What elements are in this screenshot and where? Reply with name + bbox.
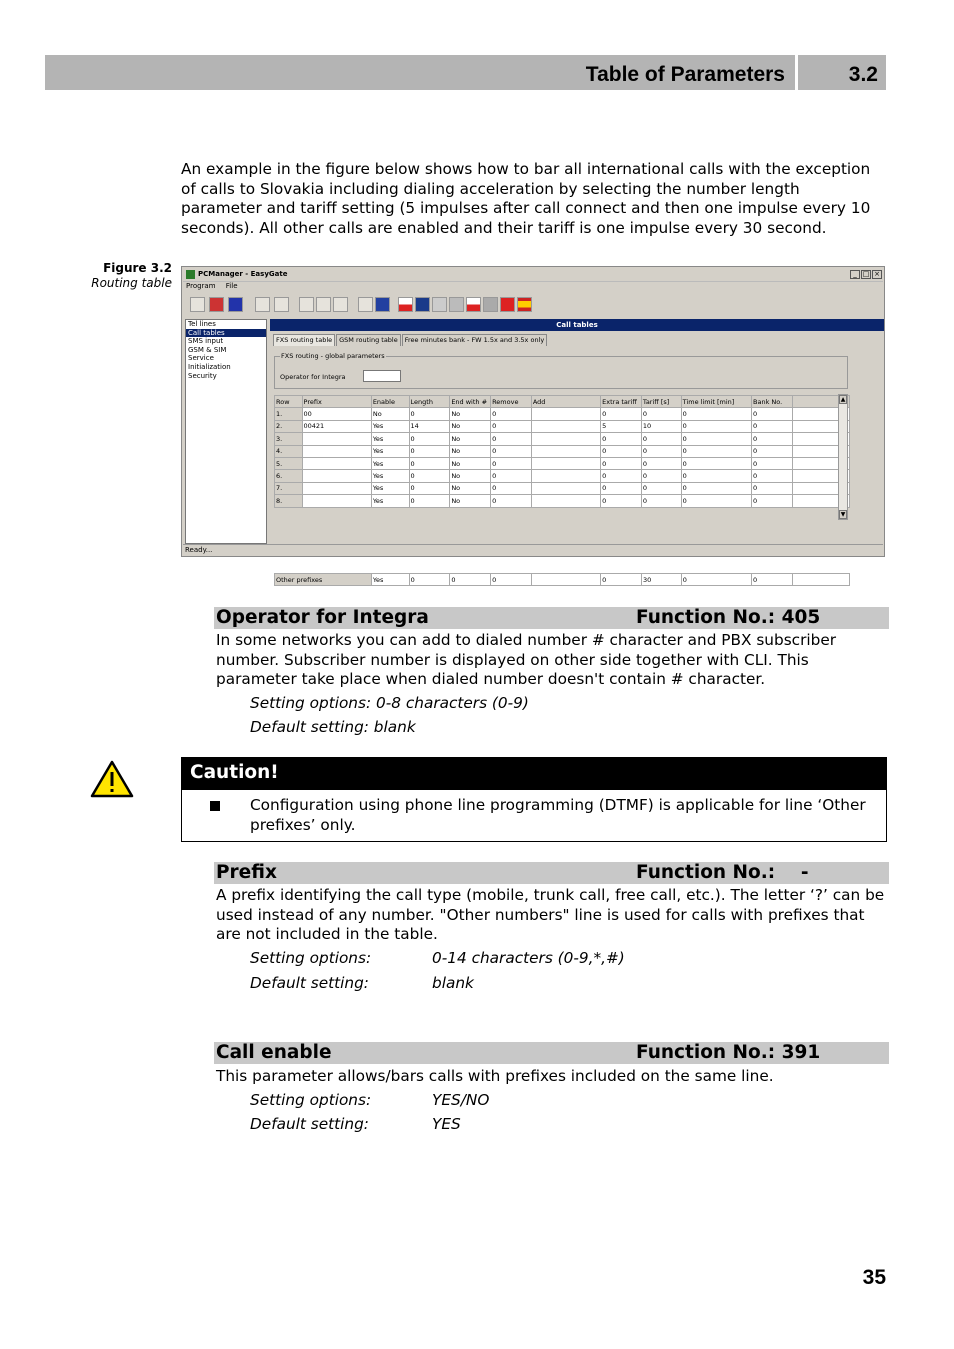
table-cell[interactable]: Yes [371,457,409,469]
app-window [181,266,885,584]
table-cell[interactable]: No [450,495,491,507]
function-number-call-enable: Function No.: 391 [636,1042,821,1063]
table-row [275,470,850,482]
column-header[interactable]: Tariff [s] [641,396,681,408]
table-cell[interactable]: 0 [641,495,681,507]
table-cell[interactable]: 0 [491,574,532,586]
table-row [275,408,850,420]
column-header[interactable]: End with # [450,396,491,408]
table-cell[interactable]: Yes [371,495,409,507]
call-enable-options-label: Setting options: [250,1091,372,1109]
tree-item-initialization[interactable]: Initialization [188,362,231,371]
table-cell[interactable] [302,457,371,469]
table-cell[interactable]: 14 [409,420,450,432]
table-cell[interactable]: 0 [409,408,450,420]
table-cell[interactable]: 0 [752,482,793,494]
table-row [275,495,850,507]
operator-input[interactable] [363,370,401,382]
tab-free-minutes[interactable]: Free minutes bank - FW 1.5x and 3.5x only [402,334,547,346]
operator-description: In some networks you can add to dialed number # character and PBX subscriber number. Subscriber number is displayed on other side together with CLI. This parameter take place when dialed number doesn't contain # character. [216,631,837,689]
prefix-default-label: Default setting: [250,974,369,992]
table-cell[interactable]: 0 [491,495,532,507]
table-scrollbar[interactable] [838,394,848,520]
table-cell[interactable]: 0 [752,470,793,482]
column-header[interactable]: Length [409,396,450,408]
table-cell[interactable]: No [450,457,491,469]
table-cell[interactable] [531,445,600,457]
prefix-default-value: blank [432,974,474,992]
table-cell[interactable]: 0 [409,482,450,494]
table-cell[interactable]: No [450,420,491,432]
row-number: 8. [275,495,303,507]
intro-paragraph: An example in the figure below shows how to bar all international calls with the exception of calls to Slovakia including dialing acceleration by selecting the number length parameter and tariff setting (5 impulses after call connect and then one impulse every 10 seconds). All other calls are enabled and their tariff is one impulse every 30 second. [181,160,871,237]
table-cell[interactable]: 0 [681,445,751,457]
table-cell-filler [792,574,849,586]
table-cell[interactable]: No [450,445,491,457]
section-title-call-enable: Call enable [216,1042,332,1063]
table-cell[interactable]: 0 [641,470,681,482]
warning-icon [90,760,134,798]
export-icon[interactable] [316,297,331,312]
table-cell[interactable]: 0 [641,482,681,494]
table-cell[interactable]: 0 [752,457,793,469]
table-cell[interactable] [302,482,371,494]
download-icon[interactable] [375,297,390,312]
menu-bar [186,282,246,292]
toolbar [185,296,881,316]
call-tables-panel [270,319,884,584]
row-number: 1. [275,408,303,420]
settings-icon[interactable] [274,297,289,312]
table-cell[interactable]: No [450,470,491,482]
group-title: FXS routing - global parameters [281,352,385,360]
table-row [275,445,850,457]
scroll-down-icon[interactable]: ▼ [840,511,846,518]
maximize-button[interactable]: □ [862,270,870,278]
table-cell[interactable]: 0 [681,408,751,420]
table-cell[interactable] [302,470,371,482]
table-cell[interactable]: 0 [681,495,751,507]
table-cell[interactable]: 0 [409,445,450,457]
tree-item-gsm-sim[interactable]: GSM & SIM [188,345,227,354]
table-cell[interactable]: 0 [601,433,642,445]
tree-item-service[interactable]: Service [188,354,214,363]
function-number-operator: Function No.: 405 [636,607,821,628]
table-cell[interactable] [302,495,371,507]
section-title-operator: Operator for Integra [216,607,429,628]
column-header[interactable]: Prefix [302,396,371,408]
table-cell[interactable]: Yes [371,433,409,445]
close-button[interactable]: × [872,270,882,279]
row-number: 6. [275,470,303,482]
column-header[interactable]: Row [275,396,303,408]
global-params-group [274,352,848,389]
tab-bar [273,334,548,346]
table-row [275,457,850,469]
table-cell[interactable]: 0 [491,445,532,457]
table-cell[interactable]: 0 [491,433,532,445]
table-cell[interactable] [531,408,600,420]
row-number: 2. [275,420,303,432]
tab-fxs-routing[interactable]: FXS routing table [273,334,335,346]
table-cell[interactable]: 0 [752,574,793,586]
table-cell[interactable]: 0 [601,495,642,507]
table-cell[interactable]: 0 [409,433,450,445]
column-header[interactable]: Time limit [min] [681,396,751,408]
column-header[interactable]: Enable [371,396,409,408]
table-cell[interactable]: 0 [681,457,751,469]
tree-item-tel-lines[interactable]: Tel lines [188,320,216,328]
table-cell[interactable]: Yes [371,420,409,432]
table-cell[interactable]: 00421 [302,420,371,432]
minimize-button[interactable]: _ [850,270,860,279]
column-header[interactable]: Extra tariff [601,396,642,408]
table-cell[interactable]: 0 [601,457,642,469]
table-cell[interactable]: 0 [681,470,751,482]
status-bar: Ready... [183,544,883,555]
table-cell[interactable]: 0 [601,408,642,420]
table-cell[interactable]: 0 [752,445,793,457]
tree-item-security[interactable]: Security [188,371,217,380]
flag-es-icon[interactable] [517,297,532,312]
table-cell[interactable]: 0 [681,482,751,494]
table-cell[interactable]: 0 [450,574,491,586]
function-number-prefix: Function No.: - [636,862,809,883]
figure-number: Figure 3.2 [103,261,172,275]
bullet-icon [210,801,220,811]
operator-options: Setting options: 0-8 characters (0-9) [250,694,529,712]
flag-pl-icon[interactable] [466,297,481,312]
table-cell[interactable]: 0 [409,574,450,586]
table-cell[interactable] [531,420,600,432]
section-title-prefix: Prefix [216,862,277,883]
table-cell[interactable]: 10 [641,420,681,432]
new-icon[interactable] [299,297,314,312]
other-prefixes-row [275,574,850,586]
tool-icon[interactable] [190,297,205,312]
table-cell[interactable] [531,433,600,445]
table-cell[interactable]: 5 [601,420,642,432]
column-header[interactable]: Bank No. [752,396,793,408]
table-row [275,420,850,432]
operator-label: Operator for Integra [280,373,346,381]
table-row [275,433,850,445]
table-cell[interactable]: 0 [641,408,681,420]
table-cell[interactable]: 0 [491,420,532,432]
other-prefixes-label: Other prefixes [275,574,372,586]
caution-title: Caution! [182,757,886,790]
menu-file[interactable]: File [225,282,238,290]
figure-caption: Routing table [91,276,172,290]
app-icon [186,270,195,279]
section-number: 3.2 [848,63,878,86]
table-cell[interactable]: 0 [601,470,642,482]
table-cell[interactable]: 0 [601,574,642,586]
table-cell[interactable]: 0 [641,445,681,457]
open-icon[interactable] [209,297,224,312]
window-titlebar [183,268,883,282]
table-cell[interactable] [531,574,600,586]
table-cell[interactable]: 0 [752,433,793,445]
panel-title: Call tables [270,319,884,331]
table-cell[interactable]: 0 [752,420,793,432]
table-cell[interactable]: 0 [641,457,681,469]
table-cell[interactable]: 0 [641,433,681,445]
table-cell[interactable]: 0 [409,495,450,507]
tab-gsm-routing[interactable]: GSM routing table [336,334,401,346]
table-cell[interactable]: No [450,482,491,494]
save-icon[interactable] [228,297,243,312]
other-prefixes-table [274,573,850,586]
page-title: Table of Parameters [585,63,785,86]
table-cell[interactable]: 0 [491,470,532,482]
call-enable-options-value: YES/NO [432,1091,490,1109]
table-cell[interactable]: 0 [491,408,532,420]
table-cell[interactable]: 00 [302,408,371,420]
column-header[interactable]: Remove [491,396,532,408]
table-cell[interactable]: Yes [371,482,409,494]
prefix-options-label: Setting options: [250,949,372,967]
table-cell[interactable]: 0 [601,482,642,494]
table-cell[interactable]: 0 [409,457,450,469]
table-cell[interactable]: 30 [641,574,681,586]
call-enable-default-label: Default setting: [250,1115,369,1133]
prefix-description: A prefix identifying the call type (mobile, trunk call, free call, etc.). The letter ‘?’ can be used instead of any number. "Other numbers" line is used for calls with prefixes that are not included in the table. [216,886,885,944]
caution-text: Configuration using phone line programming (DTMF) is applicable for line ‘Other prefixes’ only. [250,796,866,834]
flag-cz-icon[interactable] [398,297,413,312]
upload-icon[interactable] [358,297,373,312]
row-number: 3. [275,433,303,445]
tree-panel [185,319,267,544]
column-header[interactable]: Add [531,396,600,408]
table-cell[interactable]: 0 [752,408,793,420]
table-cell[interactable] [302,445,371,457]
table-cell[interactable]: 0 [681,420,751,432]
flag-icon[interactable] [432,297,447,312]
edit-icon[interactable] [255,297,270,312]
table-cell[interactable]: 0 [601,445,642,457]
tree-item-sms-input[interactable]: SMS input [188,337,224,346]
import-icon[interactable] [333,297,348,312]
table-cell[interactable]: 0 [491,457,532,469]
tree-item-call-tables[interactable]: Call tables [186,329,266,338]
row-number: 5. [275,457,303,469]
flag-uk-icon[interactable] [415,297,430,312]
table-cell[interactable]: 0 [681,433,751,445]
table-row [275,482,850,494]
operator-default: Default setting: blank [250,718,416,736]
table-cell[interactable]: No [450,433,491,445]
row-number: 4. [275,445,303,457]
window-title: PCManager - EasyGate [198,270,288,278]
table-cell[interactable]: 0 [681,574,751,586]
call-enable-description: This parameter allows/bars calls with prefixes included on the same line. [216,1067,774,1085]
table-cell[interactable] [531,482,600,494]
table-cell[interactable] [531,495,600,507]
table-cell[interactable]: 0 [491,482,532,494]
table-cell[interactable]: 0 [409,470,450,482]
prefix-options-value: 0-14 characters (0-9,*,#) [432,949,625,967]
table-cell[interactable] [302,433,371,445]
flag-icon[interactable] [449,297,464,312]
flag-tr-icon[interactable] [500,297,515,312]
table-cell[interactable]: 0 [752,495,793,507]
routing-table [274,395,850,508]
table-cell[interactable]: Yes [371,445,409,457]
row-number: 7. [275,482,303,494]
flag-icon[interactable] [483,297,498,312]
figure-label [60,261,172,291]
menu-program[interactable]: Program [186,282,216,290]
table-cell[interactable]: Yes [371,470,409,482]
table-cell[interactable] [531,457,600,469]
table-cell[interactable]: No [371,408,409,420]
call-enable-default-value: YES [432,1115,461,1133]
table-cell[interactable] [531,470,600,482]
scroll-up-icon[interactable]: ▲ [840,396,846,403]
table-cell[interactable]: Yes [371,574,409,586]
page-number: 35 [862,1266,886,1289]
table-cell[interactable]: No [450,408,491,420]
